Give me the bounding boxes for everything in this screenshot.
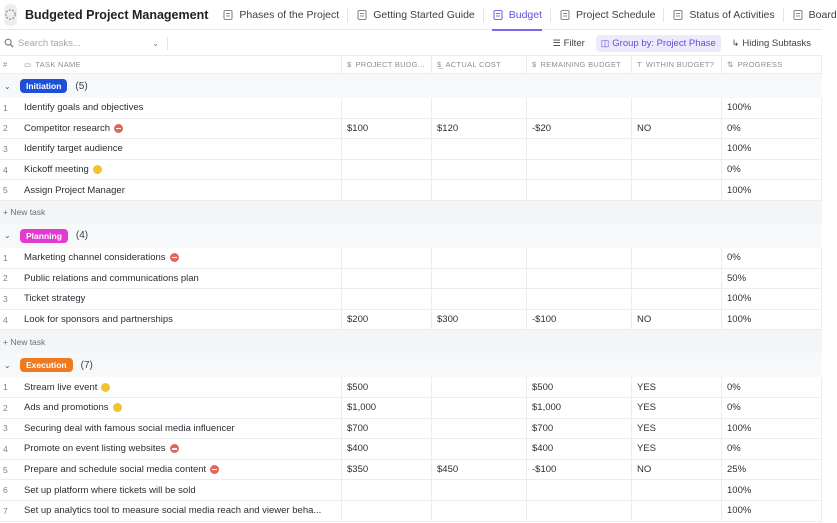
remaining-budget-cell[interactable] <box>527 501 632 521</box>
group-header-planning[interactable] <box>0 224 822 248</box>
task-name-cell[interactable] <box>20 160 342 180</box>
status-emoji-icon <box>101 383 110 392</box>
actual-cost-cell[interactable] <box>432 289 527 309</box>
task-name-cell[interactable] <box>20 139 342 159</box>
dollar-icon: $ <box>532 60 537 69</box>
actual-cost-cell[interactable] <box>432 160 527 180</box>
tab-divider <box>550 8 551 22</box>
within-budget-cell[interactable] <box>632 289 722 309</box>
phase-badge[interactable]: Execution <box>20 358 73 372</box>
progress-cell[interactable]: 100% <box>722 139 822 159</box>
tab-label: Phases of the Project <box>239 8 340 21</box>
within-budget-cell[interactable]: NO <box>632 119 722 139</box>
toolbar <box>0 31 822 56</box>
task-table <box>0 56 822 522</box>
task-name[interactable]: Look for sponsors and partnerships <box>24 314 173 326</box>
actual-cost-cell[interactable] <box>432 419 527 439</box>
col-task-label: TASK NAME <box>35 60 81 69</box>
progress-cell[interactable]: 0% <box>722 160 822 180</box>
status-emoji-icon <box>170 253 179 262</box>
tab-label: Project Schedule <box>576 8 656 21</box>
actual-cost-cell[interactable]: $120 <box>432 119 527 139</box>
phase-badge[interactable]: Planning <box>20 229 68 243</box>
table-row[interactable] <box>0 248 822 269</box>
filter-button[interactable] <box>548 35 590 52</box>
row-number: 5 <box>0 460 20 480</box>
project-budget-cell[interactable] <box>342 480 432 500</box>
remaining-budget-cell[interactable] <box>527 269 632 289</box>
within-budget-cell[interactable]: NO <box>632 460 722 480</box>
doc-icon <box>356 9 368 21</box>
row-number: 2 <box>0 269 20 289</box>
progress-cell[interactable]: 50% <box>722 269 822 289</box>
chevron-down-icon[interactable]: ⌄ <box>152 38 159 48</box>
task-name-cell[interactable] <box>20 460 342 480</box>
status-emoji-icon <box>93 165 102 174</box>
progress-cell[interactable]: 0% <box>722 119 822 139</box>
row-number: 4 <box>0 160 20 180</box>
status-emoji-icon <box>170 444 179 453</box>
project-budget-cell[interactable]: $350 <box>342 460 432 480</box>
within-budget-cell[interactable]: YES <box>632 439 722 459</box>
new-task-button[interactable]: + New task <box>0 201 822 224</box>
within-budget-cell[interactable]: YES <box>632 377 722 397</box>
project-budget-cell[interactable]: $1,000 <box>342 398 432 418</box>
tab-board[interactable] <box>792 0 837 30</box>
row-number: 1 <box>0 248 20 268</box>
within-budget-cell[interactable]: YES <box>632 419 722 439</box>
project-budget-cell[interactable] <box>342 248 432 268</box>
table-row[interactable] <box>0 119 822 140</box>
tab-divider <box>783 8 784 22</box>
progress-cell[interactable]: 0% <box>722 398 822 418</box>
task-name-cell[interactable] <box>20 480 342 500</box>
board-icon <box>792 9 804 21</box>
task-name-cell[interactable] <box>20 248 342 268</box>
task-name[interactable]: Set up platform where tickets will be sold <box>24 484 196 496</box>
row-number: 2 <box>0 398 20 418</box>
spinner-icon <box>4 8 17 21</box>
remaining-budget-cell[interactable] <box>527 289 632 309</box>
project-budget-cell[interactable] <box>342 98 432 118</box>
col-project-budget[interactable] <box>342 56 432 74</box>
col-within-label: WITHIN BUDGET? <box>645 60 715 69</box>
app-icon[interactable] <box>4 4 17 26</box>
project-budget-cell[interactable]: $200 <box>342 310 432 330</box>
progress-cell[interactable]: 25% <box>722 460 822 480</box>
project-budget-cell[interactable] <box>342 501 432 521</box>
table-row[interactable] <box>0 289 822 310</box>
task-name[interactable]: Ads and promotions <box>24 402 109 414</box>
task-name-cell[interactable] <box>20 310 342 330</box>
search-input[interactable]: Search tasks... <box>18 37 81 49</box>
progress-cell[interactable]: 100% <box>722 419 822 439</box>
col-within-budget[interactable] <box>632 56 722 74</box>
task-name[interactable]: Stream live event <box>24 381 98 393</box>
formula-icon: T <box>637 60 642 69</box>
task-name[interactable]: Public relations and communications plan <box>24 272 199 284</box>
group-header-initiation[interactable] <box>0 74 822 98</box>
task-name[interactable]: Identify goals and objectives <box>24 102 144 114</box>
subtasks-button[interactable] <box>727 35 816 52</box>
within-budget-cell[interactable]: NO <box>632 310 722 330</box>
remaining-budget-cell[interactable] <box>527 480 632 500</box>
row-number: 1 <box>0 377 20 397</box>
actual-cost-cell[interactable]: $450 <box>432 460 527 480</box>
col-remaining-budget[interactable] <box>527 56 632 74</box>
task-name[interactable]: Identify target audience <box>24 143 123 155</box>
remaining-budget-cell[interactable] <box>527 248 632 268</box>
status-emoji-icon <box>114 124 123 133</box>
project-budget-cell[interactable] <box>342 289 432 309</box>
task-name[interactable]: Kickoff meeting <box>24 164 89 176</box>
col-task-name[interactable] <box>20 56 342 74</box>
task-name[interactable]: Ticket strategy <box>24 293 86 305</box>
within-budget-cell[interactable] <box>632 501 722 521</box>
task-name[interactable]: Set up analytics tool to measure social media reach and viewer beha... <box>24 505 322 517</box>
doc-icon <box>222 9 234 21</box>
divider <box>167 37 168 50</box>
actual-cost-cell[interactable]: $300 <box>432 310 527 330</box>
task-name[interactable]: Assign Project Manager <box>24 184 125 196</box>
table-row[interactable] <box>0 269 822 290</box>
filter-icon: ☰ <box>552 37 561 48</box>
progress-cell[interactable]: 100% <box>722 289 822 309</box>
task-name-cell[interactable] <box>20 377 342 397</box>
progress-cell[interactable]: 100% <box>722 310 822 330</box>
text-icon: ▭ <box>24 60 32 69</box>
task-name-cell[interactable] <box>20 98 342 118</box>
chevron-down-icon[interactable]: ⌄ <box>4 231 11 241</box>
task-name-cell[interactable] <box>20 269 342 289</box>
col-actual-label: ACTUAL COST <box>445 60 502 69</box>
tab-project-schedule[interactable] <box>559 0 655 30</box>
app-title: Budgeted Project Management <box>25 7 209 22</box>
project-budget-cell[interactable] <box>342 160 432 180</box>
row-number: 1 <box>0 98 20 118</box>
table-row[interactable] <box>0 419 822 440</box>
task-name[interactable]: Promote on event listing websites <box>24 443 166 455</box>
col-progress-label: PROGRESS <box>737 60 783 69</box>
remaining-budget-cell[interactable] <box>527 98 632 118</box>
tab-getting-started-guide[interactable] <box>356 0 475 30</box>
filter-label: Filter <box>563 37 585 49</box>
task-name[interactable]: Prepare and schedule social media content <box>24 464 207 476</box>
doc-icon <box>672 9 684 21</box>
dollar-off-icon: $̲ <box>437 60 442 69</box>
actual-cost-cell[interactable] <box>432 139 527 159</box>
group-count: (5) <box>75 80 88 92</box>
actual-cost-cell[interactable] <box>432 269 527 289</box>
progress-cell[interactable]: 100% <box>722 480 822 500</box>
table-row[interactable] <box>0 460 822 481</box>
remaining-budget-cell[interactable]: $700 <box>527 419 632 439</box>
chevron-down-icon[interactable]: ⌄ <box>4 81 11 91</box>
table-icon <box>492 9 504 21</box>
tab-label: Status of Activities <box>689 8 775 21</box>
top-bar <box>0 0 837 30</box>
dollar-icon: $ <box>347 60 352 69</box>
tab-label: Getting Started Guide <box>373 8 475 21</box>
actual-cost-cell[interactable] <box>432 98 527 118</box>
row-number: 2 <box>0 119 20 139</box>
group-by-button[interactable] <box>596 35 721 52</box>
project-budget-cell[interactable] <box>342 180 432 200</box>
tab-divider <box>663 8 664 22</box>
group-count: (7) <box>80 359 93 371</box>
project-budget-cell[interactable]: $700 <box>342 419 432 439</box>
col-actual-cost[interactable] <box>432 56 527 74</box>
progress-cell[interactable]: 0% <box>722 377 822 397</box>
task-name[interactable]: Securing deal with famous social media influencer <box>24 422 235 434</box>
table-row[interactable] <box>0 480 822 501</box>
table-row[interactable] <box>0 310 822 331</box>
table-row[interactable] <box>0 377 822 398</box>
remaining-budget-cell[interactable] <box>527 139 632 159</box>
actual-cost-cell[interactable] <box>432 480 527 500</box>
within-budget-cell[interactable] <box>632 480 722 500</box>
remaining-budget-cell[interactable]: $400 <box>527 439 632 459</box>
task-name-cell[interactable] <box>20 419 342 439</box>
group-by-label: Group by: Project Phase <box>612 37 716 49</box>
row-number: 5 <box>0 180 20 200</box>
actual-cost-cell[interactable] <box>432 501 527 521</box>
within-budget-cell[interactable] <box>632 248 722 268</box>
project-budget-cell[interactable] <box>342 269 432 289</box>
remaining-budget-cell[interactable]: -$20 <box>527 119 632 139</box>
actual-cost-cell[interactable] <box>432 248 527 268</box>
tab-budget[interactable] <box>492 0 542 30</box>
group-header-execution[interactable] <box>0 353 822 377</box>
actual-cost-cell[interactable] <box>432 377 527 397</box>
task-name[interactable]: Competitor research <box>24 122 111 134</box>
remaining-budget-cell[interactable]: -$100 <box>527 460 632 480</box>
project-budget-cell[interactable]: $400 <box>342 439 432 459</box>
table-row[interactable] <box>0 98 822 119</box>
task-name-cell[interactable] <box>20 398 342 418</box>
remaining-budget-cell[interactable] <box>527 160 632 180</box>
row-number: 4 <box>0 310 20 330</box>
within-budget-cell[interactable] <box>632 269 722 289</box>
table-row[interactable] <box>0 160 822 181</box>
row-number: 7 <box>0 501 20 521</box>
tab-label: Budget <box>508 8 543 21</box>
subtask-icon: ↳ <box>731 37 740 48</box>
remaining-budget-cell[interactable]: -$100 <box>527 310 632 330</box>
search-box[interactable] <box>4 38 159 49</box>
within-budget-cell[interactable] <box>632 180 722 200</box>
subtasks-label: Hiding Subtasks <box>742 37 811 49</box>
table-row[interactable] <box>0 439 822 460</box>
list-icon <box>559 9 571 21</box>
tab-divider <box>483 8 484 22</box>
task-name-cell[interactable] <box>20 180 342 200</box>
row-number: 3 <box>0 139 20 159</box>
row-number: 6 <box>0 480 20 500</box>
progress-cell[interactable]: 100% <box>722 501 822 521</box>
tab-phases-of-the-project[interactable] <box>222 0 339 30</box>
tab-status-of-activities[interactable] <box>672 0 774 30</box>
status-emoji-icon <box>113 403 122 412</box>
actual-cost-cell[interactable] <box>432 439 527 459</box>
col-budget-label: PROJECT BUDG... <box>355 60 425 69</box>
search-icon <box>4 38 14 48</box>
tab-label: Board <box>808 8 837 21</box>
progress-cell[interactable]: 100% <box>722 180 822 200</box>
tab-divider <box>347 8 348 22</box>
col-progress[interactable] <box>722 56 822 74</box>
progress-cell[interactable]: 0% <box>722 439 822 459</box>
progress-icon: ⇅ <box>727 60 734 69</box>
progress-cell[interactable]: 0% <box>722 248 822 268</box>
within-budget-cell[interactable]: YES <box>632 398 722 418</box>
row-number: 4 <box>0 439 20 459</box>
table-header <box>0 56 822 74</box>
actual-cost-cell[interactable] <box>432 180 527 200</box>
within-budget-cell[interactable] <box>632 98 722 118</box>
table-row[interactable] <box>0 501 822 522</box>
within-budget-cell[interactable] <box>632 139 722 159</box>
table-row[interactable] <box>0 139 822 160</box>
remaining-budget-cell[interactable]: $1,000 <box>527 398 632 418</box>
row-number: 3 <box>0 419 20 439</box>
remaining-budget-cell[interactable] <box>527 180 632 200</box>
within-budget-cell[interactable] <box>632 160 722 180</box>
status-emoji-icon <box>210 465 219 474</box>
remaining-budget-cell[interactable]: $500 <box>527 377 632 397</box>
project-budget-cell[interactable] <box>342 139 432 159</box>
task-name-cell[interactable] <box>20 501 342 521</box>
layers-icon: ◫ <box>600 37 610 48</box>
task-name-cell[interactable] <box>20 119 342 139</box>
table-row[interactable] <box>0 398 822 419</box>
view-tabs <box>222 0 836 30</box>
row-number: 3 <box>0 289 20 309</box>
task-name-cell[interactable] <box>20 289 342 309</box>
actual-cost-cell[interactable] <box>432 398 527 418</box>
project-budget-cell[interactable]: $500 <box>342 377 432 397</box>
table-row[interactable] <box>0 180 822 201</box>
project-budget-cell[interactable]: $100 <box>342 119 432 139</box>
col-num: # <box>3 60 8 69</box>
progress-cell[interactable]: 100% <box>722 98 822 118</box>
col-remaining-label: REMAINING BUDGET <box>540 60 622 69</box>
phase-badge[interactable]: Initiation <box>20 79 67 93</box>
chevron-down-icon[interactable]: ⌄ <box>4 360 11 370</box>
task-name-cell[interactable] <box>20 439 342 459</box>
new-task-button[interactable]: + New task <box>0 330 822 353</box>
task-name[interactable]: Marketing channel considerations <box>24 252 166 264</box>
group-count: (4) <box>75 230 89 242</box>
